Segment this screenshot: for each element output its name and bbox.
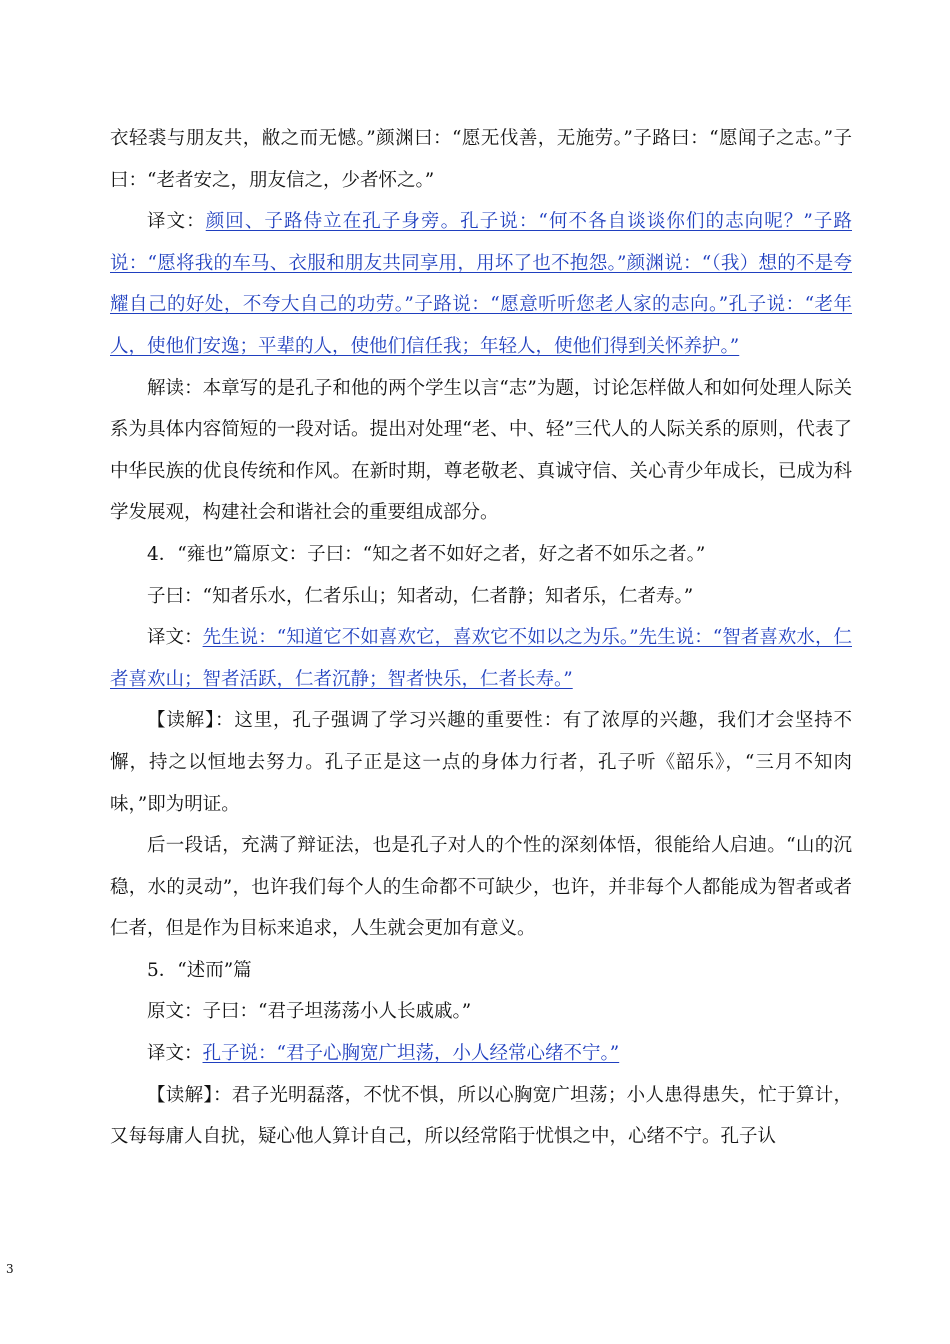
paragraph-original-text: [110, 118, 852, 201]
paragraph-text: 4．“雍也”篇原文：子曰：“知之者不如好之者，好之者不如乐之者。”: [147, 543, 706, 565]
translation-label: 译文：: [147, 1043, 203, 1065]
paragraph-original-text: [110, 991, 852, 1033]
translation-link-text[interactable]: 先生说：“知道它不如喜欢它，喜欢它不如以之为乐。”先生说：“智者喜欢水，仁者喜欢山；智者活跃，仁者沉静；智者快乐，仁者长寿。”: [110, 627, 852, 690]
paragraph-text: 【读解】：这里，孔子强调了学习兴趣的重要性：有了浓厚的兴趣，我们才会坚持不懈，持之以恒地去努力。孔子正是这一点的身体力行者，孔子听《韶乐》，“三月不知肉味，”即为明证。: [110, 710, 852, 815]
page-number: 3: [6, 1262, 14, 1276]
paragraph-commentary: [110, 825, 852, 950]
paragraph-quote: [110, 576, 852, 618]
translation-link-text[interactable]: 颜回、子路侍立在孔子身旁。孔子说：“何不各自谈谈你们的志向呢？”子路说：“愿将我的车马、衣服和朋友共同享用，用坏了也不抱怨。”颜渊说：“（我）想的不是夸耀自己的好处，不夸大自己的功劳。”子路说：“愿意听听您老人家的志向。”孔子说：“老年人，使他们安逸；平辈的人，使他们信任我；年轻人，使他们得到关怀养护。”: [110, 211, 852, 357]
paragraph-text: 【读解】：君子光明磊落，不忧不惧，所以心胸宽广坦荡；小人患得患失，忙于算计，又每每庸人自扰，疑心他人算计自己，所以经常陷于忧惧之中，心绪不宁。孔子认: [110, 1084, 852, 1148]
text-body: [110, 118, 852, 1158]
translation-label: 译文：: [147, 211, 206, 233]
paragraph-translation: [110, 617, 852, 700]
paragraph-text: 后一段话，充满了辩证法，也是孔子对人的个性的深刻体悟，很能给人启迪。“山的沉稳，水的灵动”，也许我们每个人的生命都不可缺少，也许，并非每个人都能成为智者或者仁者，但是作为目标来追求，人生就会更加有意义。: [110, 835, 852, 940]
paragraph-text: 原文：子曰：“君子坦荡荡小人长戚戚。”: [147, 1001, 472, 1023]
paragraph-translation: [110, 201, 852, 367]
paragraph-text: 解读：本章写的是孔子和他的两个学生以言“志”为题，讨论怎样做人和如何处理人际关系为具体内容简短的一段对话。提出对处理“老、中、轻”三代人的人际关系的原则，代表了中华民族的优良传统和作风。在新时期，尊老敬老、真诚守信、关心青少年成长，已成为科学发展观，构建社会和谐社会的重要组成部分。: [110, 377, 852, 524]
translation-label: 译文：: [147, 627, 203, 649]
paragraph-translation: [110, 1033, 852, 1075]
paragraph-section-5: [110, 950, 852, 992]
paragraph-section-4: [110, 534, 852, 576]
paragraph-interpretation: [110, 368, 852, 534]
paragraph-interpretation: [110, 1075, 852, 1158]
translation-link-text[interactable]: 孔子说：“君子心胸宽广坦荡，小人经常心绪不宁。”: [202, 1043, 620, 1065]
paragraph-text: 5．“述而”篇: [147, 959, 252, 981]
paragraph-text: 子曰：“知者乐水，仁者乐山；知者动，仁者静；知者乐，仁者寿。”: [147, 585, 694, 607]
paragraph-text: 衣轻裘与朋友共，敝之而无憾。”颜渊曰：“愿无伐善，无施劳。”子路曰：“愿闻子之志。”子曰：“老者安之，朋友信之，少者怀之。”: [110, 128, 852, 191]
paragraph-interpretation: [110, 700, 852, 825]
